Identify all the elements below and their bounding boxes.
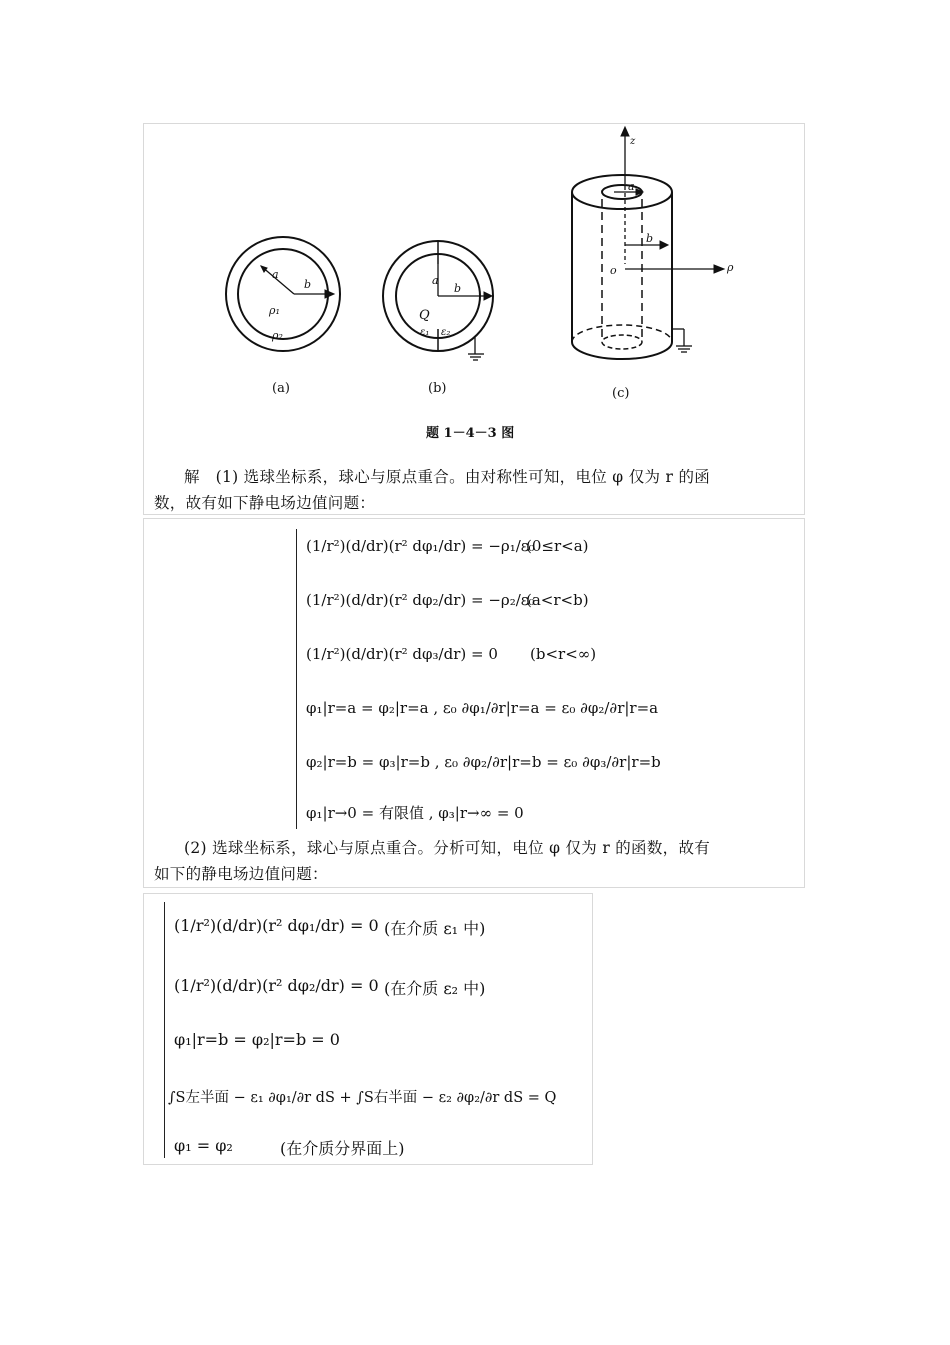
label-eps1: ε₁ bbox=[420, 327, 430, 338]
figure-panel bbox=[143, 123, 805, 515]
subcaption-b: (b) bbox=[428, 381, 447, 396]
label-c-b: b bbox=[646, 232, 654, 245]
system1-eq2-condition: (a<r<b) bbox=[526, 591, 589, 609]
system1-eq2: (1/r²)(d/dr)(r² dφ₂/dr) = −ρ₂/ε₀ bbox=[306, 591, 535, 609]
system1-eq1: (1/r²)(d/dr)(r² dφ₁/dr) = −ρ₁/ε₀ bbox=[306, 537, 535, 555]
label-a-radius: a bbox=[272, 268, 279, 281]
equation-panel-1 bbox=[143, 518, 805, 888]
part2-text-line1: (2) 选球坐标系，球心与原点重合。分析可知，电位 φ 仅为 r 的函数，故有 bbox=[184, 839, 711, 857]
part1-text-line2: 数，故有如下静电场边值问题： bbox=[154, 494, 376, 512]
equation-panel-2 bbox=[143, 893, 593, 1165]
system1-eq6: φ₁|r→0 = 有限值 , φ₃|r→∞ = 0 bbox=[306, 804, 524, 822]
part1-text-line1: 解 (1) 选球坐标系，球心与原点重合。由对称性可知，电位 φ 仅为 r 的函 bbox=[184, 468, 711, 486]
system2-eq4: ∫S左半面 − ε₁ ∂φ₁/∂r dS + ∫S右半面 − ε₂ ∂φ₂/∂r dS = Q bbox=[168, 1090, 557, 1106]
subcaption-c: (c) bbox=[612, 386, 630, 401]
figure-drawing bbox=[144, 124, 804, 514]
label-b-fig-a: a bbox=[432, 274, 439, 287]
figure-b bbox=[383, 241, 493, 360]
subcaption-a: (a) bbox=[272, 381, 290, 396]
label-z-axis: z bbox=[630, 136, 636, 147]
label-rho2: ρ₂ bbox=[272, 329, 283, 342]
system1-eq3-condition: (b<r<∞) bbox=[530, 645, 597, 663]
system2-eq5-condition: (在介质分界面上) bbox=[280, 1139, 405, 1158]
system2-eq5: φ₁ = φ₂ bbox=[174, 1136, 233, 1155]
label-rho-axis: ρ bbox=[727, 261, 734, 274]
system1-eq5: φ₂|r=b = φ₃|r=b , ε₀ ∂φ₂/∂r|r=b = ε₀ ∂φ₃/∂r|r=b bbox=[306, 753, 661, 771]
label-b-radius: b bbox=[304, 278, 312, 291]
figure-caption: 题 1－4－3 图 bbox=[426, 426, 515, 441]
label-c-a: a bbox=[628, 180, 635, 193]
label-eps2: ε₂ bbox=[441, 327, 451, 338]
system2-eq3: φ₁|r=b = φ₂|r=b = 0 bbox=[174, 1030, 340, 1049]
system1-eq1-condition: (0≤r<a) bbox=[526, 537, 589, 555]
system2-eq2: (1/r²)(d/dr)(r² dφ₂/dr) = 0 bbox=[174, 976, 379, 995]
system2-brace bbox=[164, 902, 165, 1158]
part2-text-line2: 如下的静电场边值问题： bbox=[154, 865, 328, 883]
label-charge-q: Q bbox=[419, 308, 430, 323]
system1-eq4: φ₁|r=a = φ₂|r=a , ε₀ ∂φ₁/∂r|r=a = ε₀ ∂φ₂/∂r|r=a bbox=[306, 699, 659, 717]
system1-eq3: (1/r²)(d/dr)(r² dφ₃/dr) = 0 bbox=[306, 645, 498, 663]
system2-eq1: (1/r²)(d/dr)(r² dφ₁/dr) = 0 bbox=[174, 916, 379, 935]
figure-a bbox=[226, 237, 340, 351]
label-rho1: ρ₁ bbox=[269, 304, 280, 317]
label-b-fig-b: b bbox=[454, 282, 462, 295]
system2-eq2-condition: (在介质 ε₂ 中) bbox=[384, 979, 486, 998]
system1-brace bbox=[296, 529, 297, 829]
system2-eq1-condition: (在介质 ε₁ 中) bbox=[384, 919, 486, 938]
label-origin: o bbox=[610, 264, 617, 277]
